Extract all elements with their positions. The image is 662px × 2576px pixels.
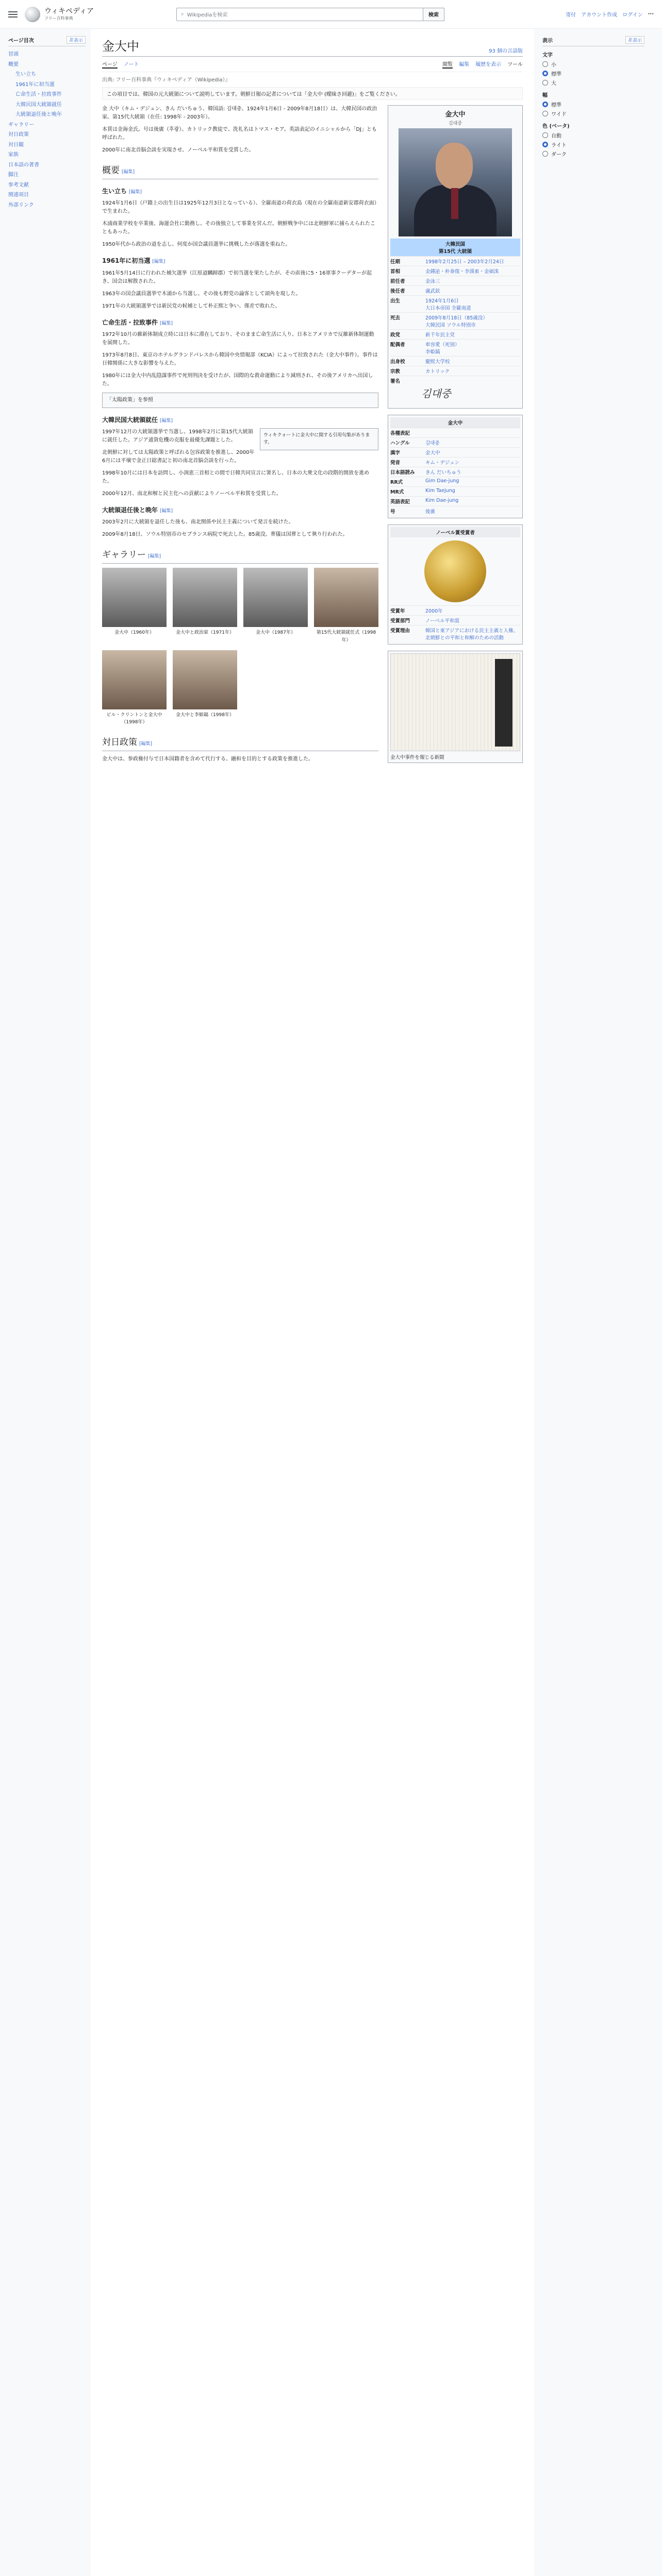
nobel-title: ノーベル賞受賞者 (390, 527, 520, 537)
radio-option[interactable] (542, 60, 644, 68)
tab-talk[interactable]: ノート (123, 62, 139, 67)
section-heading: 概要 [編集] (102, 164, 378, 179)
section-heading: ギャラリー [編集] (102, 548, 378, 564)
see-also-box[interactable]: 「太陽政策」を参照 (102, 393, 378, 408)
toc-item[interactable]: 大統領退任後と晩年 (15, 112, 62, 117)
infobox-row (390, 625, 520, 642)
infobox-value[interactable]: 2009年8月18日（85歳没） 大韓民国 ソウル特別市 (425, 315, 488, 328)
radio-label: 小 (551, 62, 556, 68)
gallery-item[interactable] (102, 650, 167, 726)
site-header (0, 0, 662, 29)
text-size-label: 文字 (542, 53, 553, 58)
tab-edit[interactable]: 編集 (459, 62, 470, 67)
edit-section-link[interactable]: [編集] (160, 320, 173, 326)
paragraph: 1963年の国会議員選挙で木浦から当選し、その後も野党の論客として頭角を現した。 (102, 291, 301, 297)
infobox-label: RR式 (390, 480, 403, 485)
infobox-value[interactable]: 2000年 (425, 608, 443, 614)
section-heading: 生い立ち [編集] (102, 188, 142, 195)
paragraph: 1997年12月の大統領選挙で当選し、1998年2月に第15代大統領に就任した。アジア通貨危機の克服を最優先課題とした。 (102, 429, 253, 443)
toc-item[interactable]: 大韓民国大統領就任 (15, 101, 62, 108)
language-button[interactable]: 93 個の言語版 (489, 48, 523, 54)
title-row (102, 36, 523, 57)
radio-label: ダーク (551, 152, 567, 158)
search-input[interactable] (176, 8, 423, 21)
infobox-label: 宗教 (390, 369, 401, 375)
toc-item[interactable]: 冒頭 (8, 52, 19, 57)
radio-label: 大 (551, 81, 556, 87)
lead-paragraph: 金 大中（キム・デジュン、きん だいちゅう、韓国語: 김대중、1924年1月6日 - 2009年8月18日）は、大韓民国の政治家。第15代大統領（在任: 1998年 - 2003年）。 (102, 106, 377, 120)
infobox-label: 後任者 (390, 289, 405, 294)
newspaper-image[interactable] (390, 653, 520, 751)
infobox-row (390, 366, 520, 376)
section-heading: 亡命生活・拉致事件 [編集] (102, 318, 173, 326)
tab-history[interactable]: 履歴を表示 (475, 62, 502, 67)
toc-item[interactable]: 外部リンク (8, 202, 34, 208)
infobox-label: 漢字 (390, 450, 401, 456)
donate-link[interactable]: 寄付 (566, 12, 576, 18)
infobox-label: 死去 (390, 315, 401, 321)
toc-item[interactable]: 1961年に初当選 (15, 81, 55, 88)
radio-button-icon[interactable] (542, 71, 548, 76)
tab-tools[interactable]: ツール (507, 62, 523, 67)
gallery-image[interactable] (173, 568, 237, 627)
radio-label: 標準 (551, 103, 561, 108)
section-heading: 大韓民国大統領就任 [編集] (102, 416, 173, 423)
infobox-value[interactable]: キム・デジュン (425, 460, 460, 466)
radio-button-icon[interactable] (542, 80, 548, 86)
edit-section-link[interactable]: [編集] (129, 190, 142, 195)
infobox-row (390, 605, 520, 615)
infobox-label: 発音 (390, 460, 401, 466)
newspaper-figure (388, 651, 523, 763)
section-heading: 対日政策 [編集] (102, 736, 378, 751)
radio-button-icon[interactable] (542, 142, 548, 147)
infobox-label: 配偶者 (390, 342, 405, 348)
infobox-rows (390, 256, 520, 385)
infobox-row (390, 437, 520, 447)
infobox-row (390, 329, 520, 339)
infobox-row (390, 356, 520, 366)
paragraph: 1998年10月には日本を訪問し、小渕恵三首相との間で日韓共同宣言に署名し、日本の大衆文化の段階的開放を進めた。 (102, 470, 370, 484)
infobox-row (390, 457, 520, 467)
article-sections (102, 164, 378, 764)
appearance-title: 表示 (542, 38, 553, 44)
radio-button-icon[interactable] (542, 101, 548, 107)
toc-item[interactable]: 脚注 (8, 172, 19, 178)
radio-label: ワイド (551, 112, 567, 117)
infobox-value[interactable]: 김대중 (425, 440, 440, 446)
infobox-value[interactable]: カトリック (425, 369, 450, 375)
radio-button-icon[interactable] (542, 132, 548, 138)
width-options (542, 100, 644, 117)
infobox-row (390, 376, 520, 385)
name-box-title: 金大中 (390, 417, 520, 428)
infobox-row (390, 467, 520, 477)
gallery-grid (102, 568, 378, 726)
toc-item[interactable]: 関連項目 (8, 192, 29, 198)
edit-section-link[interactable]: [編集] (152, 259, 166, 265)
radio-option[interactable] (542, 141, 644, 148)
edit-section-link[interactable]: [編集] (148, 554, 161, 560)
site-logo[interactable] (44, 7, 94, 21)
toc-item[interactable]: 日本語の著書 (8, 162, 39, 168)
radio-option[interactable] (542, 70, 644, 77)
paragraph: 2003年2月に大統領を退任した後も、南北関係や民主主義について発言を続けた。 (102, 519, 294, 526)
edit-section-link[interactable]: [編集] (122, 170, 135, 175)
appearance-panel (534, 29, 653, 2576)
toc-item[interactable]: 生い立ち (15, 72, 36, 77)
infobox-row (390, 447, 520, 457)
infobox-row (390, 266, 520, 276)
infobox-value[interactable]: Gim Dae-jung (425, 478, 459, 484)
toc-title: ページ目次 (8, 38, 34, 44)
infobox-row (390, 506, 520, 516)
nobel-box (388, 524, 523, 645)
wikipedia-logo-icon[interactable] (25, 7, 40, 22)
name-box-rows (390, 428, 520, 516)
toc-item[interactable]: ギャラリー (8, 122, 34, 128)
user-links (566, 10, 654, 18)
infobox-label: 号 (390, 509, 395, 515)
infobox-value[interactable]: 新千年民主党 (425, 332, 455, 338)
width-label: 幅 (542, 93, 548, 98)
infobox-label: 前任者 (390, 279, 405, 284)
infobox-row (390, 312, 520, 329)
radio-option[interactable] (542, 110, 644, 117)
gallery-image[interactable] (314, 568, 378, 627)
paragraph: 1950年代から政治の道を志し、何度か国会議員選挙に挑戦したが落選を重ねた。 (102, 242, 291, 248)
infobox-value[interactable]: 車容愛（死別） 李姫鎬 (425, 342, 460, 355)
hatnote: この項目では、韓国の元大統領について説明しています。朝鮮日報の記者については「金大中 (曖昧さ回避)」をご覧ください。 (102, 87, 523, 100)
paragraph: 1961年5月14日に行われた補欠選挙（江原道麟蹄郡）で初当選を果たしたが、その直後に5・16軍事クーデターが起き、国会は解散された。 (102, 270, 372, 284)
search-form (176, 8, 444, 21)
toc-item[interactable]: 概要 (8, 61, 19, 67)
appearance-hide-button[interactable]: 非表示 (625, 36, 644, 44)
gallery-image[interactable] (102, 568, 167, 627)
table-of-contents (0, 29, 91, 2576)
gallery-image[interactable] (102, 650, 167, 709)
infobox-row (390, 428, 520, 437)
infobox-value[interactable]: 金大中 (425, 450, 440, 456)
radio-button-icon[interactable] (542, 111, 548, 116)
lead-paragraph: 本貫は金海金氏。号は後廣（후광）。カトリック教徒で、洗礼名はトマス・モア。英語表記のイニシャルから「DJ」とも呼ばれた。 (102, 127, 377, 141)
infobox-row (390, 496, 520, 506)
lead-paragraph: 2000年に南北首脳会談を実現させ、ノーベル平和賞を受賞した。 (102, 147, 254, 153)
create-account-link[interactable]: アカウント作成 (581, 12, 618, 18)
radio-button-icon[interactable] (542, 151, 548, 157)
infobox-label: MR式 (390, 489, 404, 495)
paragraph: 2000年12月、南北和解と民主化への貢献によりノーベル平和賞を受賞した。 (102, 490, 282, 497)
infobox-label: ハングル (390, 440, 410, 446)
infobox-value[interactable]: Kim Taejung (425, 488, 455, 494)
infobox-row (390, 339, 520, 356)
infobox-title: 金大中 (445, 111, 466, 118)
infobox-value[interactable] (425, 429, 520, 436)
gallery-item[interactable] (173, 650, 237, 726)
site-tagline: フリー百科事典 (44, 16, 73, 21)
infobox-value[interactable]: 後廣 (425, 509, 436, 515)
toc-item[interactable]: 家族 (8, 152, 19, 158)
edit-section-link[interactable]: [編集] (160, 508, 173, 514)
more-options-icon[interactable]: ··· (648, 11, 654, 17)
appearance-header (542, 36, 644, 46)
infobox-label: 受賞年 (390, 608, 405, 614)
radio-option[interactable] (542, 79, 644, 87)
infobox-label: 政党 (390, 332, 401, 338)
paragraph: 1971年の大統領選挙では新民党の候補として朴正煕と争い、僅差で敗れた。 (102, 303, 280, 309)
edit-section-link[interactable]: [編集] (160, 418, 173, 423)
gallery-item[interactable] (102, 568, 167, 644)
paragraph: 北朝鮮に対しては太陽政策と呼ばれる包容政策を推進し、2000年6月には平壌で金正日総書記と初の南北首脳会談を行った。 (102, 449, 255, 464)
login-link[interactable]: ログイン (622, 12, 643, 18)
radio-label: 標準 (551, 72, 561, 77)
portrait-image[interactable] (399, 128, 512, 236)
infobox-row (390, 486, 520, 496)
infobox-label: 受賞部門 (390, 618, 410, 624)
tab-page[interactable]: ページ (102, 60, 118, 69)
toc-item[interactable]: 参考文献 (8, 182, 29, 188)
paragraph: 1972年10月の維新体制成立時には日本に滞在しており、そのまま亡命生活に入り、日本とアメリカで反維新体制運動を展開した。 (102, 331, 374, 346)
infobox-row (390, 477, 520, 486)
infobox-row (390, 256, 520, 266)
gallery-caption: 第15代大統領就任式（1998年） (316, 630, 376, 643)
signature-image: 김대중 (421, 387, 451, 400)
paragraph: 金大中は、参政権付与で日本国籍者を含めて代行する、融和を目的とする政策を推進した。 (102, 756, 313, 762)
page-title: 金大中 (102, 39, 139, 54)
radio-label: ライト (551, 143, 567, 148)
infobox-value[interactable]: Kim Dae-jung (425, 498, 459, 503)
color-label: 色 (ベータ) (542, 124, 570, 129)
toc-header (8, 36, 86, 46)
infobox-value[interactable]: 1924年1月6日 大日本帝国 全羅南道 (425, 298, 471, 311)
radio-option[interactable] (542, 131, 644, 139)
infobox-label: 任期 (390, 259, 401, 265)
infobox-row (390, 285, 520, 295)
gallery-caption: 金大中と政治家（1971年） (176, 630, 234, 636)
gallery-caption: 金大中（1987年） (256, 630, 295, 636)
toc-item[interactable]: 亡命生活・拉致事件 (15, 92, 62, 97)
infobox-column (388, 105, 523, 769)
infobox-label: 各種表記 (390, 431, 410, 436)
paragraph: 1980年には金大中内乱陰謀事件で死刑判決を受けたが、国際的な救命運動により減刑され、その後アメリカへ出国した。 (102, 372, 373, 387)
toc-item[interactable]: 対日観 (8, 142, 24, 148)
infobox-value[interactable]: きん だいちゅう (425, 470, 461, 476)
wikiquote-box: ウィキクォートに金大中に関する引用句集があります。 (260, 428, 378, 450)
text-size-options (542, 60, 644, 87)
source-note: 出典: フリー百科事典『ウィキペディア（Wikipedia）』 (102, 77, 230, 83)
tab-read[interactable]: 閲覧 (442, 60, 453, 69)
edit-section-link[interactable]: [編集] (139, 741, 153, 747)
infobox-hangul: 김대중 (448, 121, 462, 126)
radio-option[interactable] (542, 150, 644, 158)
radio-button-icon[interactable] (542, 61, 548, 67)
infobox-label: 出身校 (390, 359, 405, 365)
gallery-item[interactable] (173, 568, 237, 644)
infobox-value[interactable] (425, 377, 520, 384)
infobox-value[interactable]: 金泳三 (425, 279, 440, 284)
gallery-caption: ビル・クリントンと金大中（1998年） (106, 713, 162, 725)
article-content (102, 105, 523, 769)
gallery-caption: 金大中と李姫鎬（1998年） (176, 713, 234, 718)
infobox-row (390, 276, 520, 285)
article-text-column (102, 105, 378, 769)
main-menu-icon[interactable] (8, 11, 18, 18)
infobox-value[interactable]: 韓国と東アジアにおける民主主義と人権、北朝鮮との平和と和解のための活動 (425, 628, 519, 641)
paragraph: 2009年8月18日、ソウル特別市のセブランス病院で死去した。85歳没。葬儀は国葬として執り行われた。 (102, 532, 348, 538)
gallery-image[interactable] (173, 650, 237, 709)
name-box (388, 415, 523, 518)
section-heading: 大統領退任後と晩年 [編集] (102, 506, 173, 514)
office-band: 大韓民国 第15代 大統領 (390, 239, 520, 256)
article-body (91, 29, 534, 2576)
color-options (542, 131, 644, 158)
infobox-value[interactable]: 金鍾泌・朴泰俊・李漢東・金碩洙 (425, 269, 499, 275)
toc-hide-button[interactable]: 非表示 (67, 36, 86, 44)
radio-label: 自動 (551, 133, 561, 139)
radio-option[interactable] (542, 100, 644, 108)
search-placeholder: Wikipediaを検索 (187, 12, 228, 18)
search-icon: ⌕ (181, 11, 184, 17)
infobox-value[interactable]: 1998年2月25日 – 2003年2月24日 (425, 259, 504, 265)
infobox-row (390, 295, 520, 312)
infobox (388, 105, 523, 409)
search-button[interactable]: 検索 (423, 8, 444, 21)
gallery-caption: 金大中（1960年） (114, 630, 154, 636)
toc-item[interactable]: 対日政策 (8, 132, 29, 138)
infobox-label: 受賞理由 (390, 628, 410, 634)
paragraph: 1924年1月6日（戸籍上の出生日は1925年12月3日となっている）、全羅南道の荷衣島（現在の全羅南道新安郡荷衣面）で生まれた。 (102, 200, 377, 215)
infobox-label: 署名 (390, 379, 401, 384)
site-name: ウィキペディア (44, 7, 94, 16)
section-heading: 1961年に初当選 [編集] (102, 257, 166, 265)
gallery-item[interactable] (314, 568, 378, 644)
toc-list (8, 49, 86, 210)
infobox-label: 首相 (390, 269, 401, 275)
infobox-label: 英語表記 (390, 499, 410, 505)
nobel-medal-image[interactable] (424, 540, 486, 602)
paragraph: 1973年8月8日、東京のホテルグランドパレスから韓国中央情報部（KCIA）によって拉致された（金大中事件）。事件は日韓関係に大きな影響を与えた。 (102, 352, 378, 366)
infobox-label: 出生 (390, 298, 401, 304)
nobel-rows (390, 605, 520, 642)
page-tabs (102, 57, 523, 72)
newspaper-caption: 金大中事件を報じる新聞 (390, 755, 444, 760)
gallery-item[interactable] (243, 568, 308, 644)
infobox-value[interactable]: 盧武鉉 (425, 289, 440, 294)
infobox-label: 日本語読み (390, 470, 415, 476)
infobox-row (390, 615, 520, 625)
infobox-value[interactable]: 慶熙大学校 (425, 359, 450, 365)
gallery-image[interactable] (243, 568, 308, 627)
paragraph: 木浦商業学校を卒業後、海運会社に勤務し、その後独立して事業を営んだ。朝鮮戦争中には北朝鮮軍に捕らえられたこともあった。 (102, 221, 375, 235)
infobox-value[interactable]: ノーベル平和賞 (425, 618, 460, 624)
